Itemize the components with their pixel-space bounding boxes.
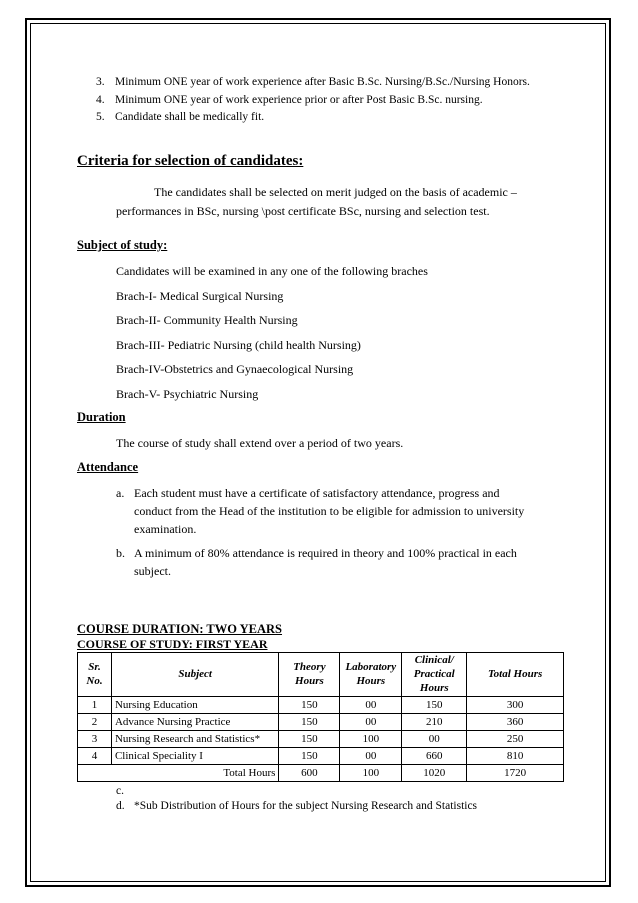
criteria-text-line: The candidates shall be selected on merit judged on the basis of academic –: [154, 185, 517, 199]
header-total-hours: Total Hours: [467, 653, 564, 697]
cell-clinical: 660: [402, 748, 467, 765]
note-item-number: d.: [116, 800, 125, 812]
branch-item: Brach-II- Community Health Nursing: [116, 313, 298, 327]
list-item-number: 4.: [96, 94, 105, 106]
cell-total: 250: [467, 731, 564, 748]
header-theory-hours: Theory Hours: [279, 653, 340, 697]
duration-text: The course of study shall extend over a period of two years.: [116, 436, 404, 450]
cell-sr: 1: [78, 697, 112, 714]
attendance-heading: Attendance: [77, 460, 139, 474]
cell-clinical: 210: [402, 714, 467, 731]
cell-lab: 100: [340, 731, 402, 748]
subject-intro: Candidates will be examined in any one of the following braches: [116, 264, 428, 278]
total-clinical: 1020: [402, 765, 467, 782]
table-total-row: [78, 765, 564, 782]
cell-lab: 00: [340, 714, 402, 731]
attendance-item-line: A minimum of 80% attendance is required in theory and 100% practical in each: [134, 546, 517, 560]
cell-subject: Advance Nursing Practice: [111, 714, 278, 731]
course-duration-heading: COURSE DURATION: TWO YEARS: [77, 622, 283, 636]
cell-sr: 3: [78, 731, 112, 748]
list-item-number: 5.: [96, 111, 105, 123]
list-item-text: Candidate shall be medically fit.: [115, 111, 265, 123]
list-item-number: 3.: [96, 76, 105, 88]
header-clinical-hours: Clinical/ Practical Hours: [402, 653, 467, 697]
list-item-text: Minimum ONE year of work experience prior or after Post Basic B.Sc. nursing.: [115, 94, 483, 106]
attendance-item-line: Each student must have a certificate of satisfactory attendance, progress and: [134, 486, 500, 500]
cell-clinical: 00: [402, 731, 467, 748]
branch-item: Brach-V- Psychiatric Nursing: [116, 387, 259, 401]
cell-lab: 00: [340, 697, 402, 714]
cell-lab: 00: [340, 748, 402, 765]
cell-total: 810: [467, 748, 564, 765]
list-item-text: Minimum ONE year of work experience after Basic B.Sc. Nursing/B.Sc./Nursing Honors.: [115, 76, 530, 88]
note-item-number: c.: [116, 785, 124, 797]
subject-of-study-heading: Subject of study:: [77, 238, 168, 252]
table-row: [78, 697, 564, 714]
attendance-item-line: examination.: [134, 522, 197, 536]
cell-total: 300: [467, 697, 564, 714]
branch-item: Brach-IV-Obstetrics and Gynaecological Nursing: [116, 362, 354, 376]
course-of-study-heading: COURSE OF STUDY: FIRST YEAR: [77, 637, 268, 651]
cell-subject: Nursing Education: [111, 697, 278, 714]
attendance-item-number: a.: [116, 486, 125, 500]
cell-theory: 150: [279, 731, 340, 748]
cell-subject: Nursing Research and Statistics*: [111, 731, 278, 748]
cell-theory: 150: [279, 748, 340, 765]
attendance-item-line: conduct from the Head of the institution to be eligible for admission to university: [134, 504, 525, 518]
header-subject: Subject: [111, 653, 278, 697]
header-sr-no: Sr. No.: [78, 653, 112, 697]
note-text: *Sub Distribution of Hours for the subject Nursing Research and Statistics: [134, 800, 478, 812]
course-table: [77, 652, 564, 782]
attendance-item-line: subject.: [134, 564, 171, 578]
total-hours-label: Total Hours: [78, 765, 279, 782]
cell-total: 360: [467, 714, 564, 731]
cell-sr: 4: [78, 748, 112, 765]
branch-item: Brach-I- Medical Surgical Nursing: [116, 289, 284, 303]
total-lab: 100: [340, 765, 402, 782]
table-row: [78, 731, 564, 748]
header-laboratory-hours: Laboratory Hours: [340, 653, 402, 697]
branch-item: Brach-III- Pediatric Nursing (child health Nursing): [116, 338, 361, 352]
criteria-heading: Criteria for selection of candidates:: [77, 153, 304, 169]
table-header-row: [78, 653, 564, 697]
duration-heading: Duration: [77, 410, 126, 424]
total-theory: 600: [279, 765, 340, 782]
table-row: [78, 748, 564, 765]
cell-clinical: 150: [402, 697, 467, 714]
criteria-text-line: performances in BSc, nursing \post certificate BSc, nursing and selection test.: [116, 204, 490, 218]
total-total: 1720: [467, 765, 564, 782]
cell-theory: 150: [279, 714, 340, 731]
attendance-item-number: b.: [116, 546, 125, 560]
cell-subject: Clinical Speciality I: [111, 748, 278, 765]
cell-sr: 2: [78, 714, 112, 731]
table-row: [78, 714, 564, 731]
cell-theory: 150: [279, 697, 340, 714]
